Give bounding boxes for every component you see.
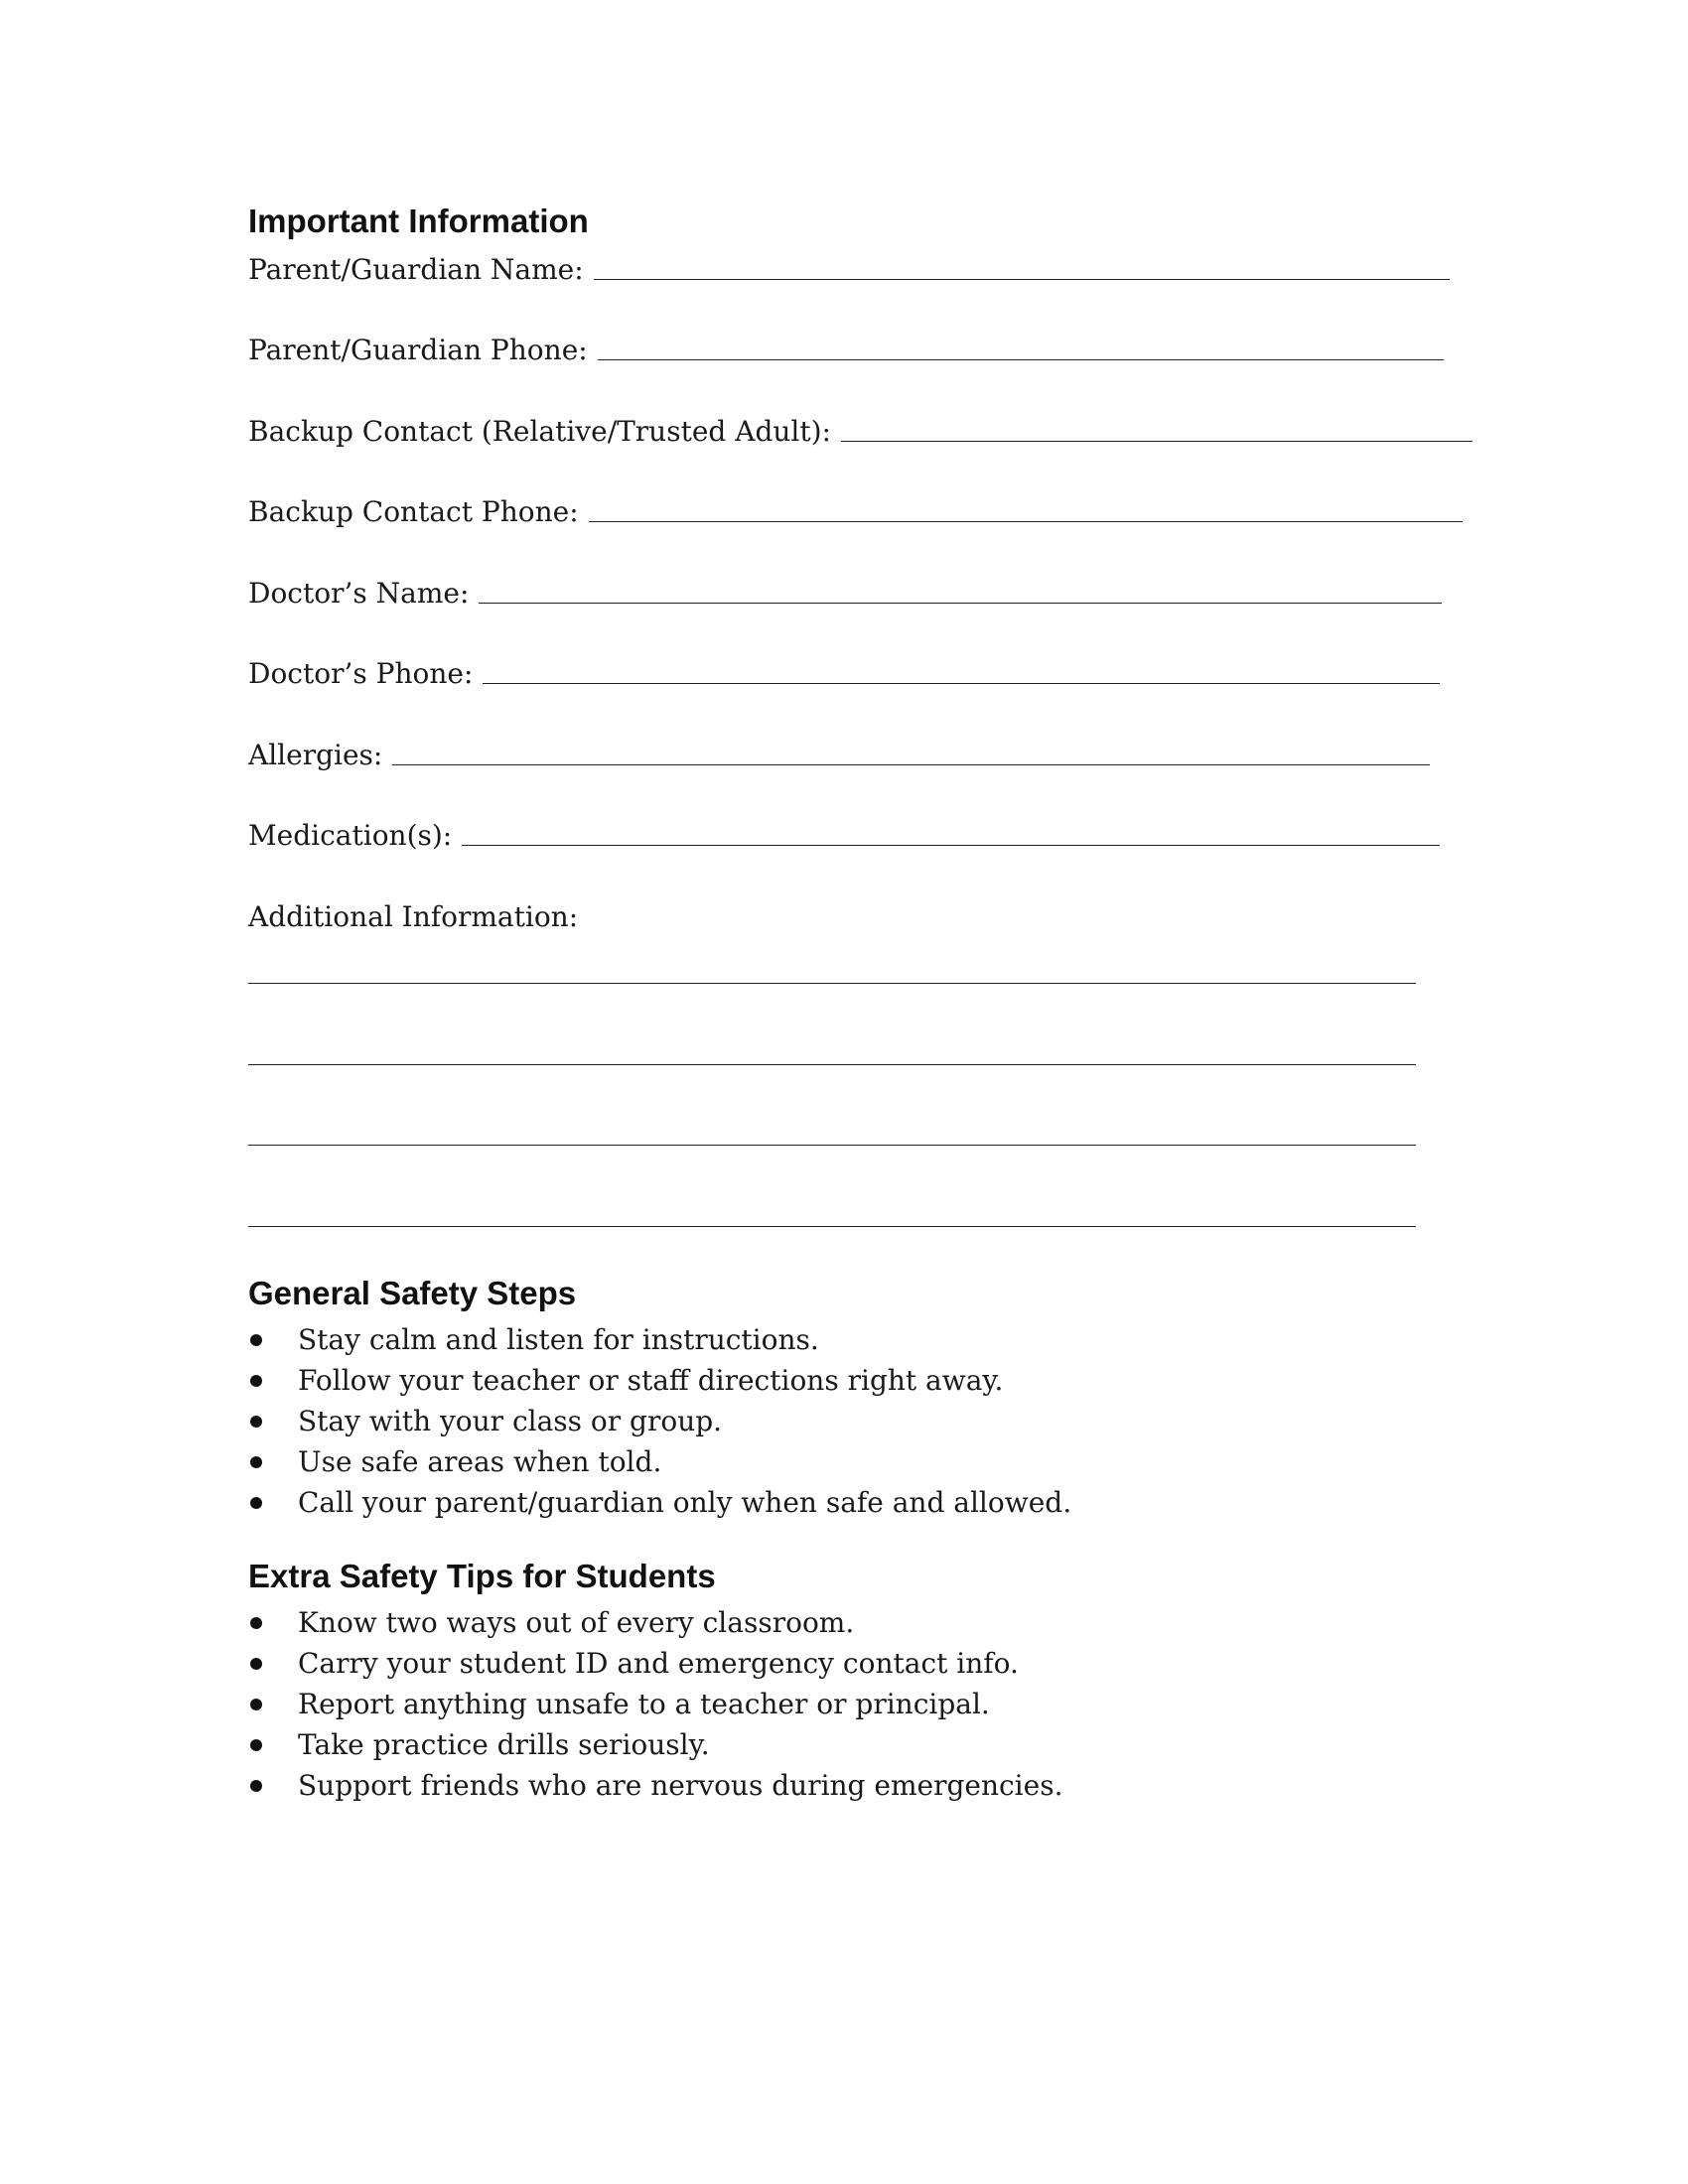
field-label: Allergies: [248,739,383,771]
field-label: Doctor’s Name: [248,577,470,610]
additional-info-line-2[interactable] [248,1064,1416,1065]
field-label: Medication(s): [248,819,453,852]
general-safety-section [248,1277,1440,1523]
additional-info-line-4[interactable] [248,1226,1416,1227]
extra-tips-section [248,1560,1440,1806]
field-label: Parent/Guardian Name: [248,253,584,286]
list-item-text: Know two ways out of every classroom. [298,1606,855,1639]
field-label: Doctor’s Phone: [248,657,474,690]
extra-tips-heading: Extra Safety Tips for Students [248,1558,716,1594]
blank-line[interactable] [598,359,1444,360]
medications-field[interactable] [248,816,1440,850]
bullet-icon [250,1334,262,1346]
list-item-text: Support friends who are nervous during emergencies. [298,1769,1063,1802]
list-item [248,1401,1440,1441]
general-safety-list [248,1319,1440,1523]
blank-line[interactable] [392,764,1430,765]
field-label: Backup Contact Phone: [248,495,579,528]
list-item-text: Use safe areas when told. [298,1445,662,1478]
bullet-icon [250,1739,262,1751]
parent-guardian-name-field[interactable] [248,250,1450,284]
list-item [248,1724,1440,1765]
doctor-name-field[interactable] [248,574,1442,608]
doctor-phone-field[interactable] [248,654,1440,688]
field-label: Backup Contact (Relative/Trusted Adult): [248,415,831,448]
bullet-icon [250,1375,262,1387]
extra-tips-list [248,1602,1440,1806]
list-item [248,1482,1440,1523]
list-item [248,1319,1440,1360]
list-item [248,1360,1440,1401]
bullet-icon [250,1780,262,1792]
bullet-icon [250,1497,262,1509]
list-item [248,1602,1440,1643]
bullet-icon [250,1456,262,1468]
list-item-text: Call your parent/guardian only when safe and allowed. [298,1486,1072,1519]
important-info-heading: Important Information [248,203,589,239]
additional-info-line-3[interactable] [248,1145,1416,1146]
list-item-text: Follow your teacher or staff directions right away. [298,1364,1004,1397]
blank-line[interactable] [483,683,1440,684]
field-label: Parent/Guardian Phone: [248,334,588,366]
general-safety-heading: General Safety Steps [248,1275,577,1311]
list-item-text: Report anything unsafe to a teacher or principal. [298,1688,990,1720]
blank-line[interactable] [594,279,1450,280]
parent-guardian-phone-field[interactable] [248,331,1444,364]
list-item-text: Stay with your class or group. [298,1405,723,1437]
allergies-field[interactable] [248,736,1430,769]
additional-info-line-1[interactable] [248,983,1416,984]
blank-line[interactable] [841,441,1473,442]
backup-contact-field[interactable] [248,412,1473,446]
bullet-icon [250,1699,262,1710]
backup-contact-phone-field[interactable] [248,492,1463,526]
field-label: Additional Information: [248,900,579,933]
bullet-icon [250,1658,262,1670]
blank-line[interactable] [462,845,1440,846]
blank-line[interactable] [589,521,1463,522]
list-item [248,1643,1440,1684]
bullet-icon [250,1617,262,1629]
list-item [248,1765,1440,1806]
blank-line[interactable] [479,603,1442,604]
list-item-text: Carry your student ID and emergency contact info. [298,1647,1019,1680]
bullet-icon [250,1416,262,1428]
list-item-text: Take practice drills seriously. [298,1728,710,1761]
additional-info-label-row [248,897,578,931]
list-item-text: Stay calm and listen for instructions. [298,1323,819,1356]
list-item [248,1684,1440,1724]
list-item [248,1441,1440,1482]
